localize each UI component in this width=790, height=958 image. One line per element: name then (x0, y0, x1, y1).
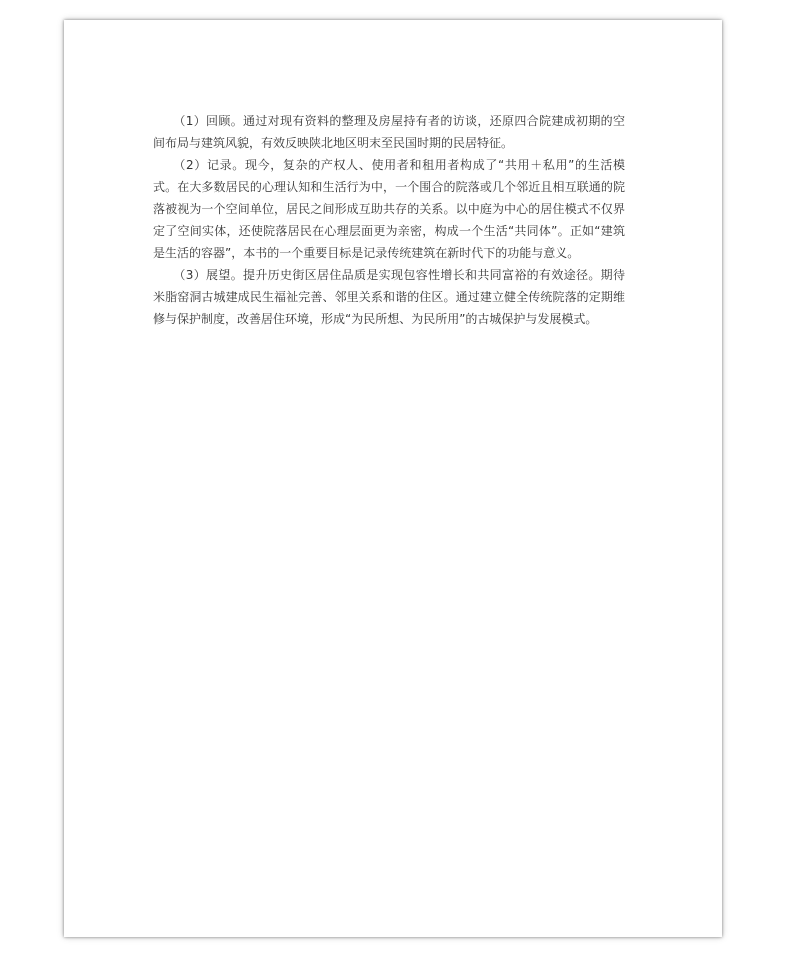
paragraph-review: （1）回顾。通过对现有资料的整理及房屋持有者的访谈，还原四合院建成初期的空间布局与建筑风貌，有效反映陕北地区明末至民国时期的民居特征。 (153, 114, 625, 150)
document-body (153, 110, 625, 330)
document-page (64, 20, 722, 937)
paragraph-outlook: （3）展望。提升历史街区居住品质是实现包容性增长和共同富裕的有效途径。期待米脂窑洞古城建成民生福祉完善、邻里关系和谐的住区。通过建立健全传统院落的定期维修与保护制度，改善居住环境，形成“为民所想、为民所用”的古城保护与发展模式。 (153, 268, 625, 326)
paragraph-record: （2）记录。现今，复杂的产权人、使用者和租用者构成了“共用＋私用”的生活模式。在大多数居民的心理认知和生活行为中，一个围合的院落或几个邻近且相互联通的院落被视为一个空间单位，居民之间形成互助共存的关系。以中庭为中心的居住模式不仅界定了空间实体，还使院落居民在心理层面更为亲密，构成一个生活“共同体”。正如“建筑是生活的容器”，本书的一个重要目标是记录传统建筑在新时代下的功能与意义。 (153, 158, 625, 260)
